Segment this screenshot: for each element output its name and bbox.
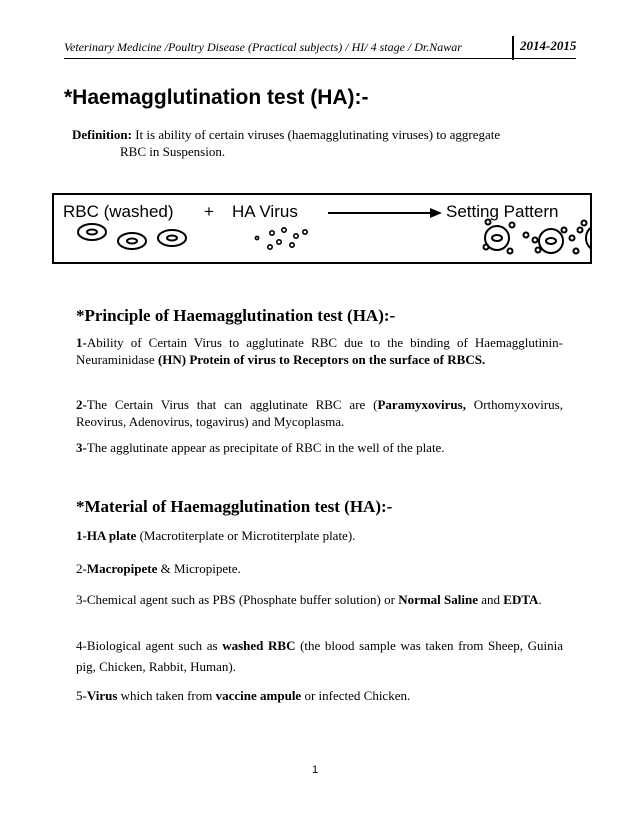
material-2-number: 2- (76, 561, 87, 576)
material-3-bold-a: Normal Saline (398, 592, 478, 607)
material-5-bold-a: Virus (86, 688, 118, 703)
definition-label: Definition: (72, 127, 132, 142)
principle-2-bold: Paramyxovirus, (377, 397, 466, 412)
ha-diagram (52, 193, 592, 264)
header-year: 2014-2015 (520, 38, 577, 53)
material-3-text-b: and (478, 592, 504, 607)
material-item-3 (76, 589, 563, 610)
diagram-rbc-label: RBC (washed) (63, 202, 174, 221)
material-2-text: & Micropipete. (157, 561, 241, 576)
material-1-bold: 1-HA plate (76, 528, 137, 543)
material-5-bold-b: vaccine ampule (215, 688, 302, 703)
header-divider (512, 36, 514, 60)
principle-2-text-end: Orthomyxovirus, Reovirus, Adenovirus, togavirus) and Mycoplasma. (76, 397, 563, 429)
diagram-plus: + (204, 202, 214, 221)
principle-3-text: The agglutinate appear as precipitate of RBC in the well of the plate. (86, 440, 445, 455)
page-title: *Haemagglutination test (HA):- (64, 86, 369, 109)
material-1-text: (Macrotiterplate or Microtiterplate plate). (136, 528, 356, 543)
rbc-cells-icon (78, 224, 186, 249)
material-4-bold: washed RBC (222, 638, 296, 653)
header-rule (64, 58, 576, 59)
material-item-1 (76, 525, 563, 546)
page-number: 1 (312, 764, 319, 776)
material-4-text: 4-Biological agent such as (76, 638, 223, 653)
definition-paragraph (72, 126, 572, 160)
principle-item-2 (76, 396, 563, 430)
material-heading: *Material of Haemagglutination test (HA):- (76, 497, 393, 516)
arrow-icon (328, 208, 442, 218)
material-5-text-a: which taken from (117, 688, 216, 703)
material-item-5 (76, 685, 563, 706)
material-3-bold-b: EDTA (503, 592, 539, 607)
material-5-text-b: or infected Chicken. (301, 688, 411, 703)
principle-1-number: 1- (76, 335, 87, 350)
material-item-2 (76, 558, 563, 579)
definition-line-1: It is ability of certain viruses (haemagglutinating viruses) to aggregate (131, 127, 501, 142)
principle-2-text: The Certain Virus that can agglutinate RBC are ( (86, 397, 378, 412)
definition-line-2: RBC in Suspension. (120, 144, 226, 159)
setting-pattern-icon (484, 220, 591, 254)
material-3-text: 3-Chemical agent such as PBS (Phosphate buffer solution) or (76, 592, 399, 607)
material-3-text-c: . (538, 592, 542, 607)
principle-item-1 (76, 334, 563, 368)
material-5-number: 5- (76, 688, 87, 703)
diagram-virus-label: HA Virus (232, 202, 298, 221)
material-item-4 (76, 635, 563, 677)
virus-particles-icon (255, 228, 307, 249)
principle-2-number: 2- (76, 397, 87, 412)
material-4-text-b: (the blood sample was taken from Sheep, Guinia pig, Chicken, Rabbit, Human). (76, 638, 564, 674)
principle-3-number: 3- (76, 440, 87, 455)
principle-heading: *Principle of Haemagglutination test (HA):- (76, 306, 396, 325)
header-course-info: Veterinary Medicine /Poultry Disease (Practical subjects) / HI/ 4 stage / Dr.Nawar (64, 40, 462, 54)
material-2-bold: Macropipete (86, 561, 158, 576)
principle-1-text: Ability of Certain Virus to agglutinate RBC due to the binding of Haemagglutinin-Neuraminidase (76, 335, 563, 367)
diagram-result-label: Setting Pattern (446, 202, 559, 221)
diagram-graphics (54, 195, 590, 262)
principle-1-bold: (HN) Protein of virus to Receptors on the surface of RBCS. (157, 352, 486, 367)
principle-item-3 (76, 439, 563, 456)
